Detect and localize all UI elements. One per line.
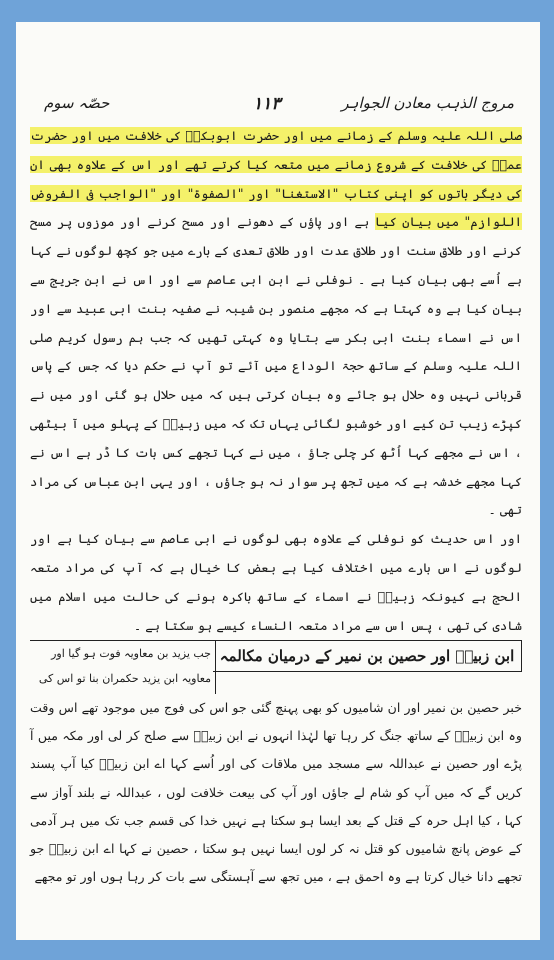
paragraph-1-rest: ہے اور پاؤں کے دھونے اور مسح کرنے اور موزوں پر مسح کرنے اور طلاق سنت اور طلاق عدت اور طلاق تعدی کے بارے میں جو کچھ لوگوں نے کہا ہے اُسے بھی بیان کیا ہے ۔ نوفلی نے ابن ابی عاصم سے اور اس نے ابن جریج سے بیان کیا ہے وہ کہتا ہے کہ مجھے منصور بن شیبہ نے صفیہ بنت ابی عبید سے اور اس نے اسماء بنت ابی بکر سے بتایا وہ کہتی تھیں کہ جب ہم رسول کریم صلی اللہ علیہ وسلم کے ساتھ حجۃ الوداع میں آئے تو آپ نے حکم دیا کہ جس کے پاس قربانی نہیں وہ حلال ہو جائے وہ بیان کرتی ہیں کہ میں حلال ہو گئی اور میں نے کپڑے زیب تن کیے اور خوشبو لگائی یہاں تک کہ میں زبیرؓ کے پہلو میں آ بیٹھی ، اس نے مجھے کہا اُٹھ کر چلی جاؤ ، میں نے کہا تجھے کس بات کا ڈر ہے اس نے کہا مجھے خدشہ ہے کہ میں تجھ پر سوار نہ ہو جاؤں ، اور یہی ابن عباس کی مراد تھی ۔ xyxy=(30,214,522,518)
highlighted-passage: صلی اللہ علیہ وسلم کے زمانے میں اور حضرت ابوبکرؓ کی خلافت میں اور حضرت عمرؓ کی خلافت کے شروع زمانے میں متعہ کیا کرتے تھے اور اس کے علاوہ بھی ان کی دیگر باتوں کو اپنی کتاب "الاستغنا" اور "الصفوۃ" اور "الواجب فی الفروض اللوازم" میں بیان کیا xyxy=(30,128,522,230)
section-heading: ابن زبیرؓ اور حصین بن نمیر کے درمیان مکالمہ xyxy=(213,640,522,672)
running-title: مروج الذہب معادن الجواہر xyxy=(341,94,514,112)
paragraph-2: اور اس حدیث کو نوفلی کے علاوہ بھی لوگوں نے ابی عاصم سے بیان کیا ہے اور لوگوں نے اس بارے میں اختلاف کیا ہے بعض کا خیال ہے کہ آپ کی مراد متعہ الحج ہے کیونکہ زبیرؓ نے اسماء کے ساتھ باکرہ ہونے کی حالت میں اسلام میں شادی کی تھی ، پس اس سے مراد متعہ النساء کیسے ہو سکتا ہے ۔ xyxy=(30,531,522,633)
paragraph-1 xyxy=(30,122,522,525)
main-text-bottom xyxy=(30,694,522,891)
book-page xyxy=(22,30,530,930)
section-side-note: جب یزید بن معاویہ فوت ہو گیا اور معاویہ ابن یزید حکمران بنا تو اس کی xyxy=(30,640,216,694)
page-header xyxy=(38,88,520,124)
page-number: ۱۱۳ xyxy=(253,94,281,114)
paragraph-3: خبر حصین بن نمیر اور ان شامیوں کو بھی پہنچ گئی جو اس کی فوج میں موجود تھے اس وقت وہ ابن زبیرؓ کے ساتھ جنگ کر رہا تھا لہٰذا انہوں نے ابن زبیرؓ سے صلح کر لی اور مکہ میں آ پڑے اور حصین نے عبداللہ سے مسجد میں ملاقات کی اور اُسے کہا اے ابن زبیرؓ کیا آپ پسند کریں گے کہ میں آپ کو شام لے جاؤں اور آپ کی بیعت خلافت لوں ، عبداللہ نے بلند آواز سے کہا ، کیا اہل حرہ کے قتل کے بعد ایسا ہو سکتا ہے نہیں خدا کی قسم جب تک میں ہر آدمی کے عوض پانچ شامیوں کو قتل نہ کر لوں ایسا نہیں ہو سکتا ، حصین نے کہا اے ابن زبیرؓ جو تجھے دانا خیال کرتا ہے وہ احمق ہے ، میں تجھ سے آہستگی سے بات کر رہا ہوں اور تو مجھے xyxy=(30,700,522,885)
section-header xyxy=(30,638,522,696)
part-label: حصّہ سوم xyxy=(44,94,110,112)
main-text-top xyxy=(30,122,522,640)
